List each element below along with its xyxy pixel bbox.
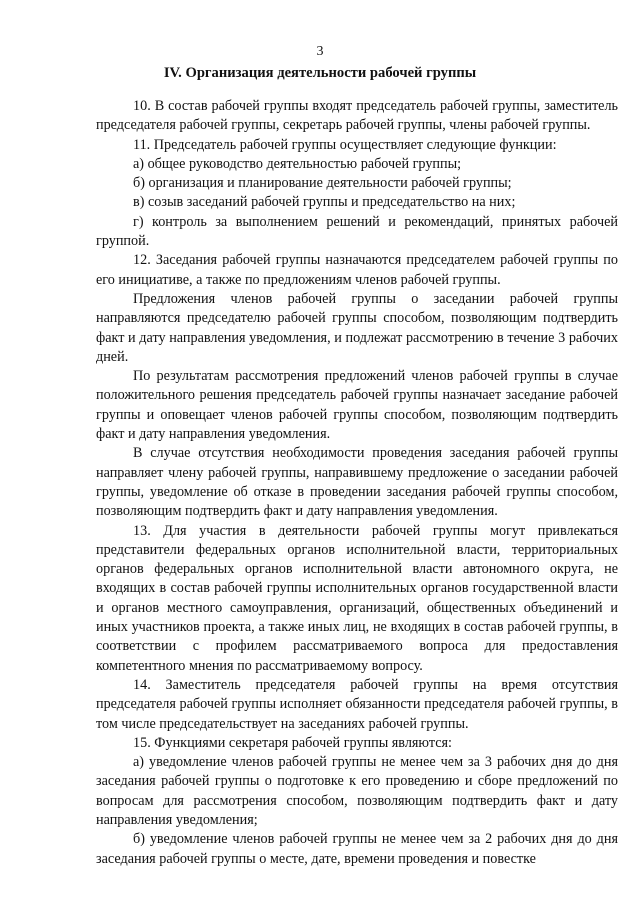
paragraph-12-proposals: Предложения членов рабочей группы о заседании рабочей группы направляются председателю рабочей группы способом, позволяющим подтвердить факт и дату направления уведомления, и подлежат рассмотрению в течение 3 рабочих дней. (96, 290, 618, 365)
paragraph-15-b: б) уведомление членов рабочей группы не менее чем за 2 рабочих дня до дня заседания рабочей группы о месте, дате, времени проведения и повестке (96, 831, 618, 867)
paragraph-13: 13. Для участия в деятельности рабочей группы могут привлекаться представители федеральных органов исполнительной власти, территориальных органов федеральных органов исполнительной власти автономного округа, не входящих в состав рабочей группы исполнительных органов государственной власти и органов местного самоуправления, организаций, общественных объединений и иных участников проекта, а также иных лиц, не входящих в состав рабочей группы, в соответствии с профилем рассматриваемого вопроса для предоставления компетентного мнения по рассматриваемому вопросу. (96, 522, 618, 674)
paragraph-12: 12. Заседания рабочей группы назначаются председателем рабочей группы по его инициативе, а также по предложениям членов рабочей группы. (96, 252, 618, 288)
paragraph-11-a: а) общее руководство деятельностью рабочей группы; (133, 155, 462, 172)
section-heading: IV. Организация деятельности рабочей группы (163, 65, 477, 81)
paragraph-11-b: б) организация и планирование деятельности рабочей группы; (133, 175, 512, 192)
paragraph-15-a: а) уведомление членов рабочей группы не менее чем за 3 рабочих дня до дня заседания рабочей группы о подготовке к его проведению и сборе предложений по вопросам для рассмотрения способом, позволяющим подтвердить факт и дату направления уведомления; (96, 754, 618, 828)
paragraph-10: 10. В состав рабочей группы входят председатель рабочей группы, заместитель председателя рабочей группы, секретарь рабочей группы, члены рабочей группы. (96, 98, 618, 134)
paragraph-15: 15. Функциями секретаря рабочей группы являются: (133, 734, 452, 751)
page-number: 3 (316, 44, 324, 59)
paragraph-11-g: г) контроль за выполнением решений и рекомендаций, принятых рабочей группой. (96, 213, 618, 250)
paragraph-11: 11. Председатель рабочей группы осуществляет следующие функции: (133, 136, 557, 153)
document-body (96, 97, 618, 869)
paragraph-11-v: в) созыв заседаний рабочей группы и председательство на них; (133, 194, 516, 211)
paragraph-14: 14. Заместитель председателя рабочей группы на время отсутствия председателя рабочей группы исполняет обязанности председателя рабочей группы, в том числе председательствует на заседаниях рабочей группы. (96, 676, 618, 732)
paragraph-12-refusal: В случае отсутствия необходимости проведения заседания рабочей группы направляет члену рабочей группы, направившему предложение о заседании рабочей группы, уведомление об отказе в проведении заседания рабочей группы способом, позволяющим подтвердить факт и дату направления уведомления. (96, 445, 618, 520)
paragraph-12-results: По результатам рассмотрения предложений членов рабочей группы в случае положительного решения председатель рабочей группы назначает заседание рабочей группы и оповещает членов рабочей группы способом, позволяющим подтвердить факт и дату направления уведомления. (96, 368, 618, 443)
